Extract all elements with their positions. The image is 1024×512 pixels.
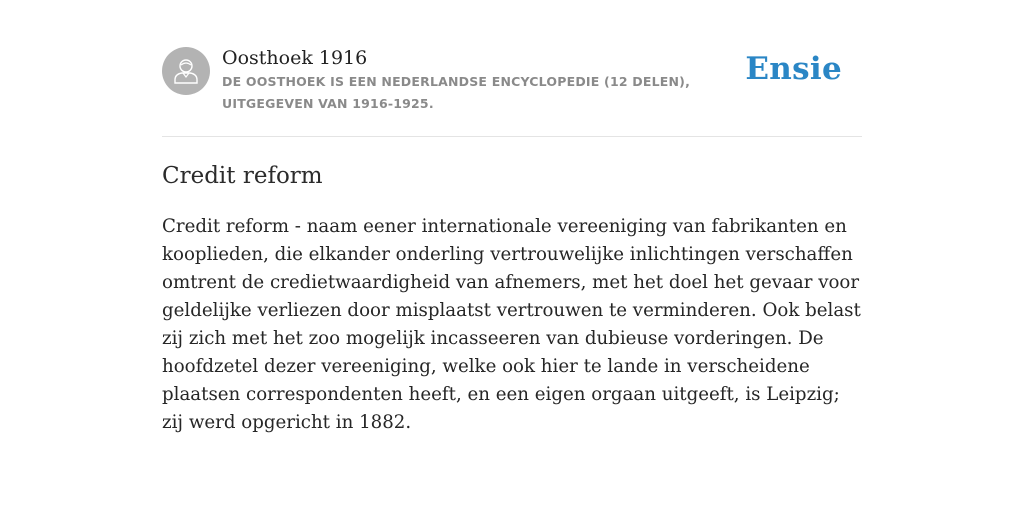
brand-logo[interactable]: Ensie — [745, 51, 842, 87]
user-icon — [171, 56, 201, 86]
source-title[interactable]: Oosthoek 1916 — [222, 47, 368, 69]
avatar[interactable] — [162, 47, 210, 95]
entry-title: Credit reform — [162, 163, 323, 189]
source-description: DE OOSTHOEK IS EEN NEDERLANDSE ENCYCLOPEDIE (12 DELEN), UITGEGEVEN VAN 1916-1925. — [222, 74, 691, 111]
source-header — [162, 46, 862, 137]
page — [162, 0, 862, 437]
entry-body: Credit reform - naam eener internationale vereeniging van fabrikanten en kooplieden, die elkander onderling vertrouwelijke inlichtingen verschaffen omtrent de credietwaardigheid van afnemers, met het doel het gevaar voor geldelijke verliezen door misplaatst vertrouwen te verminderen. Ook belast zij zich met het zoo mogelijk incasseeren van dubieuse vorderingen. De hoofdzetel dezer vereeniging, welke ook hier te lande in verscheidene plaatsen correspondenten heeft, en een eigen orgaan uitgeeft, is Leipzig; zij werd opgericht in 1882. — [162, 216, 861, 433]
source-meta — [222, 46, 762, 115]
